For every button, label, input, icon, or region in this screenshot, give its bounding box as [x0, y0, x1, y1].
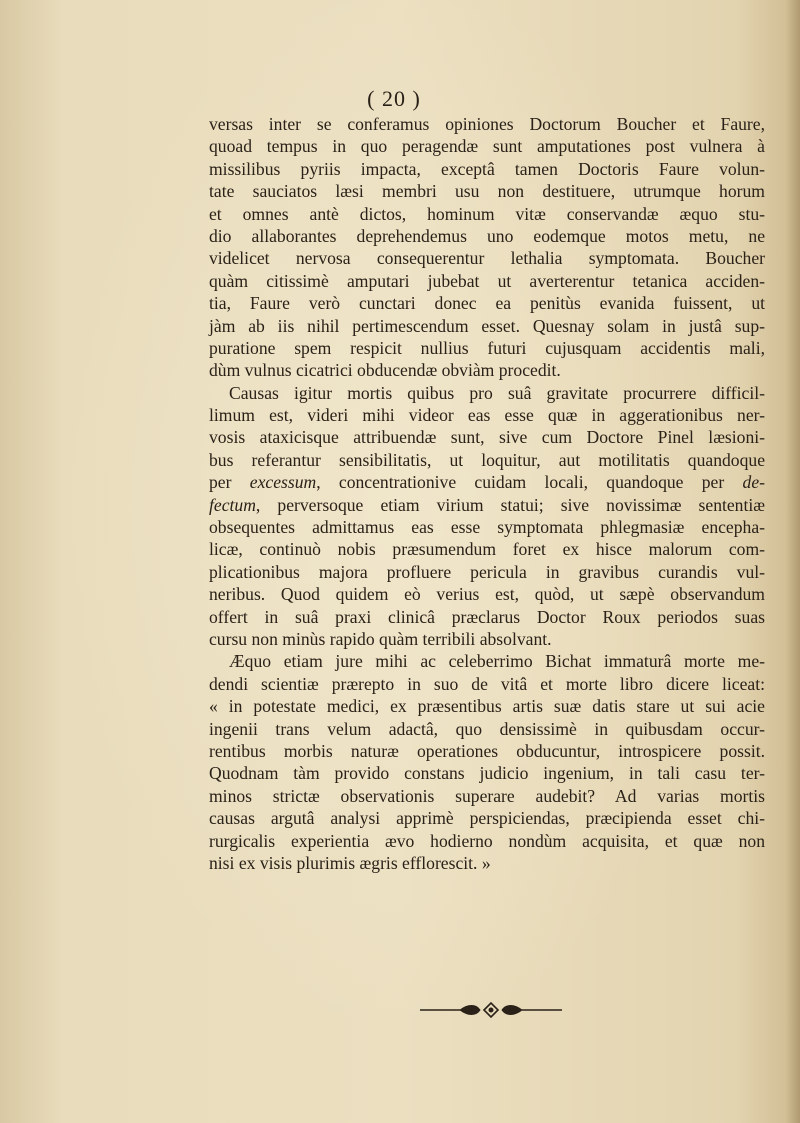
text-line: obsequentes admittamus eas esse symptomata phlegmasiæ encepha-	[209, 517, 765, 538]
text-line: fectum, perversoque etiam virium statui; sive novissimæ sententiæ	[209, 494, 765, 515]
text-line: tia, Faure verò cunctari donec ea penitùs evanida fuissent, ut	[209, 293, 765, 314]
text-line: puratione spem respicit nullius futuri cujusquam accidentis mali,	[209, 337, 765, 358]
text-line: dùm vulnus cicatrici obducendæ obviàm procedit.	[209, 360, 561, 381]
italic-term: de-	[742, 472, 765, 493]
text-line: videlicet nervosa consequerentur lethalia symptomata. Boucher	[209, 248, 765, 269]
text-line: causas argutâ analysi apprimè perspiciendas, præcipienda esset chi-	[209, 808, 765, 829]
text-line: nisi ex visis plurimis ægris efflorescit. »	[209, 852, 491, 873]
tailpiece-ornament	[418, 1000, 564, 1020]
text-line: rurgicalis experientia ævo hodierno nondùm acquisita, et quæ non	[209, 830, 765, 851]
italic-term: fectum	[209, 494, 256, 515]
text-line: Causas igitur mortis quibus pro suâ gravitate procurrere difficil-	[229, 382, 765, 403]
text-line: tate sauciatos læsi membri usu non destituere, utrumque horum	[209, 181, 765, 202]
text-line: per excessum, concentrationive cuidam locali, quandoque per de-	[209, 472, 765, 493]
text-line: et omnes antè dictos, hominum vitæ conservandæ æquo stu-	[209, 203, 765, 224]
text-line: quoad tempus in quo peragendæ sunt amputationes post vulnera à	[209, 136, 765, 157]
text-line: dendi scientiæ prærepto in suo de vitâ et morte libro dicere liceat:	[209, 673, 765, 694]
text-line: minos strictæ observationis superare audebit? Ad varias mortis	[209, 785, 765, 806]
text-line: Quodnam tàm provido constans judicio ingenium, in tali casu ter-	[209, 763, 765, 784]
text-line: quàm citissimè amputari jubebat ut averterentur tetanica acciden-	[209, 270, 765, 291]
text-line: missilibus pyriis impacta, exceptâ tamen Doctoris Faure volun-	[209, 158, 765, 179]
text-line: jàm ab iis nihil pertimescendum esset. Quesnay solam in justâ sup-	[209, 315, 765, 336]
text-line: offert in suâ praxi clinicâ præclarus Doctor Roux periodos suas	[209, 606, 765, 627]
text-line: « in potestate medici, ex præsentibus artis suæ datis stare ut sui acie	[209, 696, 765, 717]
text-line: licæ, continuò nobis præsumendum foret ex hisce malorum com-	[209, 539, 765, 560]
page-number: ( 20 )	[367, 86, 421, 111]
page-edge-shadow	[786, 0, 800, 1123]
text-line: rentibus morbis naturæ operationes obducuntur, introspicere possit.	[209, 740, 765, 761]
body-text	[209, 113, 765, 874]
text-line: cursu non minùs rapido quàm terribili absolvant.	[209, 628, 552, 649]
text-line: limum est, videri mihi videor eas esse quæ in aggerationibus ner-	[209, 405, 765, 426]
text-line: neribus. Quod quidem eò verius est, quòd, ut sæpè observandum	[209, 584, 765, 605]
text-line: Æquo etiam jure mihi ac celeberrimo Bichat immaturâ morte me-	[229, 651, 765, 672]
text-line: versas inter se conferamus opiniones Doctorum Boucher et Faure,	[209, 114, 765, 134]
text-line: bus referantur sensibilitatis, ut loquitur, aut motilitatis quandoque	[209, 449, 765, 470]
text-line: dio allaborantes deprehendemus uno eodemque motos metu, ne	[209, 225, 765, 246]
text-line: plicationibus majora profluere pericula in gravibus curandis vul-	[209, 561, 765, 582]
italic-term: excessum	[249, 472, 317, 493]
text-line: ingenii trans velum adactâ, quo densissimè in quibusdam occur-	[209, 718, 765, 739]
text-line: vosis ataxicisque attribuendæ sunt, sive cum Doctore Pinel læsioni-	[209, 427, 765, 448]
